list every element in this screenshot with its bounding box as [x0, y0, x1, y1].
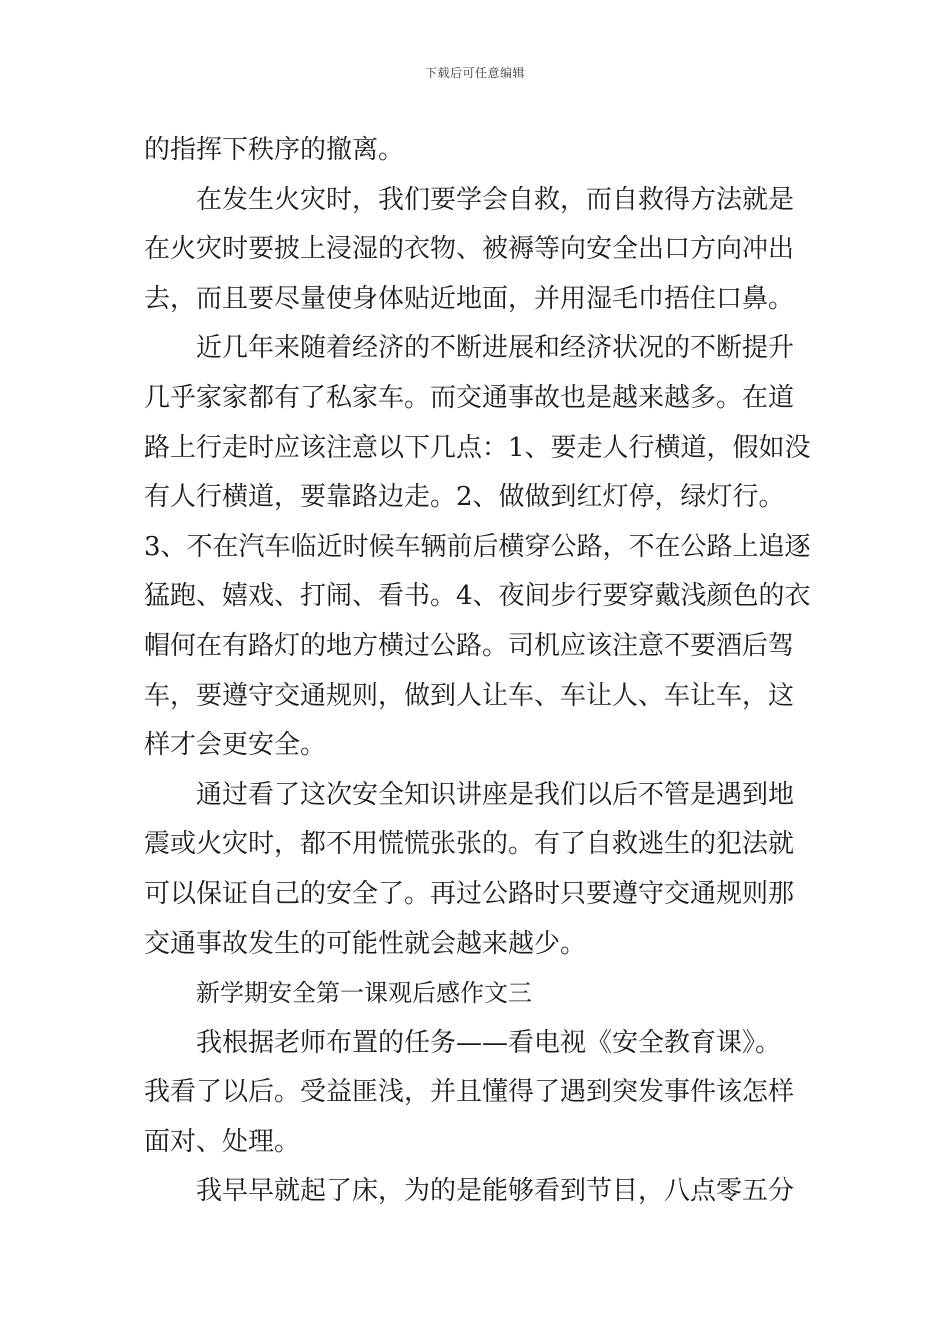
- text-line: 帽何在有路灯的地方横过公路。司机应该注意不要酒后驾: [144, 630, 795, 661]
- paragraph-start-line: 近几年来随着经济的不断进展和经济状况的不断提升: [196, 333, 795, 364]
- text-line: 有人行横道，要靠路边走。2、做做到红灯停，绿灯行。: [144, 482, 785, 513]
- text-line: 面对、处理。: [144, 1126, 301, 1157]
- text-line: 去，而且要尽量使身体贴近地面，并用湿毛巾捂住口鼻。: [144, 283, 795, 314]
- text-line: 可以保证自己的安全了。再过公路时只要遵守交通规则那: [144, 878, 795, 909]
- paragraph-start-line: 在发生火灾时，我们要学会自救，而自救得方法就是: [196, 184, 795, 215]
- text-line: 交通事故发生的可能性就会越来越少。: [144, 928, 587, 959]
- section-title: 新学期安全第一课观后感作文三: [196, 979, 532, 1008]
- text-line: 在火灾时要披上浸湿的衣物、被褥等向安全出口方向冲出: [144, 234, 795, 265]
- header-note: 下载后可任意编辑: [424, 66, 525, 80]
- text-line: 震或火灾时，都不用慌慌张张的。有了自救逃生的犯法就: [144, 829, 795, 860]
- text-line: 路上行走时应该注意以下几点：1、要走人行横道，假如没: [144, 432, 811, 463]
- text-line: 3、不在汽车临近时候车辆前后横穿公路，不在公路上追逐: [144, 531, 811, 562]
- text-line: 车，要遵守交通规则，做到人让车、车让人、车让车，这: [144, 680, 795, 711]
- text-line: 几乎家家都有了私家车。而交通事故也是越来越多。在道: [144, 382, 795, 413]
- paragraph-start-line: 通过看了这次安全知识讲座是我们以后不管是遇到地: [196, 779, 795, 810]
- text-line: 的指挥下秩序的撤离。: [144, 135, 405, 165]
- paragraph-start-line: 我根据老师布置的任务——看电视《安全教育课》。: [196, 1027, 782, 1058]
- document-body: [144, 126, 812, 1217]
- paragraph-start-line: 我早早就起了床，为的是能够看到节目，八点零五分: [196, 1176, 795, 1207]
- text-line: 猛跑、嬉戏、打闹、看书。4、夜间步行要穿戴浅颜色的衣: [144, 581, 811, 612]
- text-line: 我看了以后。受益匪浅，并且懂得了遇到突发事件该怎样: [144, 1077, 795, 1108]
- text-line: 样才会更安全。: [144, 730, 327, 761]
